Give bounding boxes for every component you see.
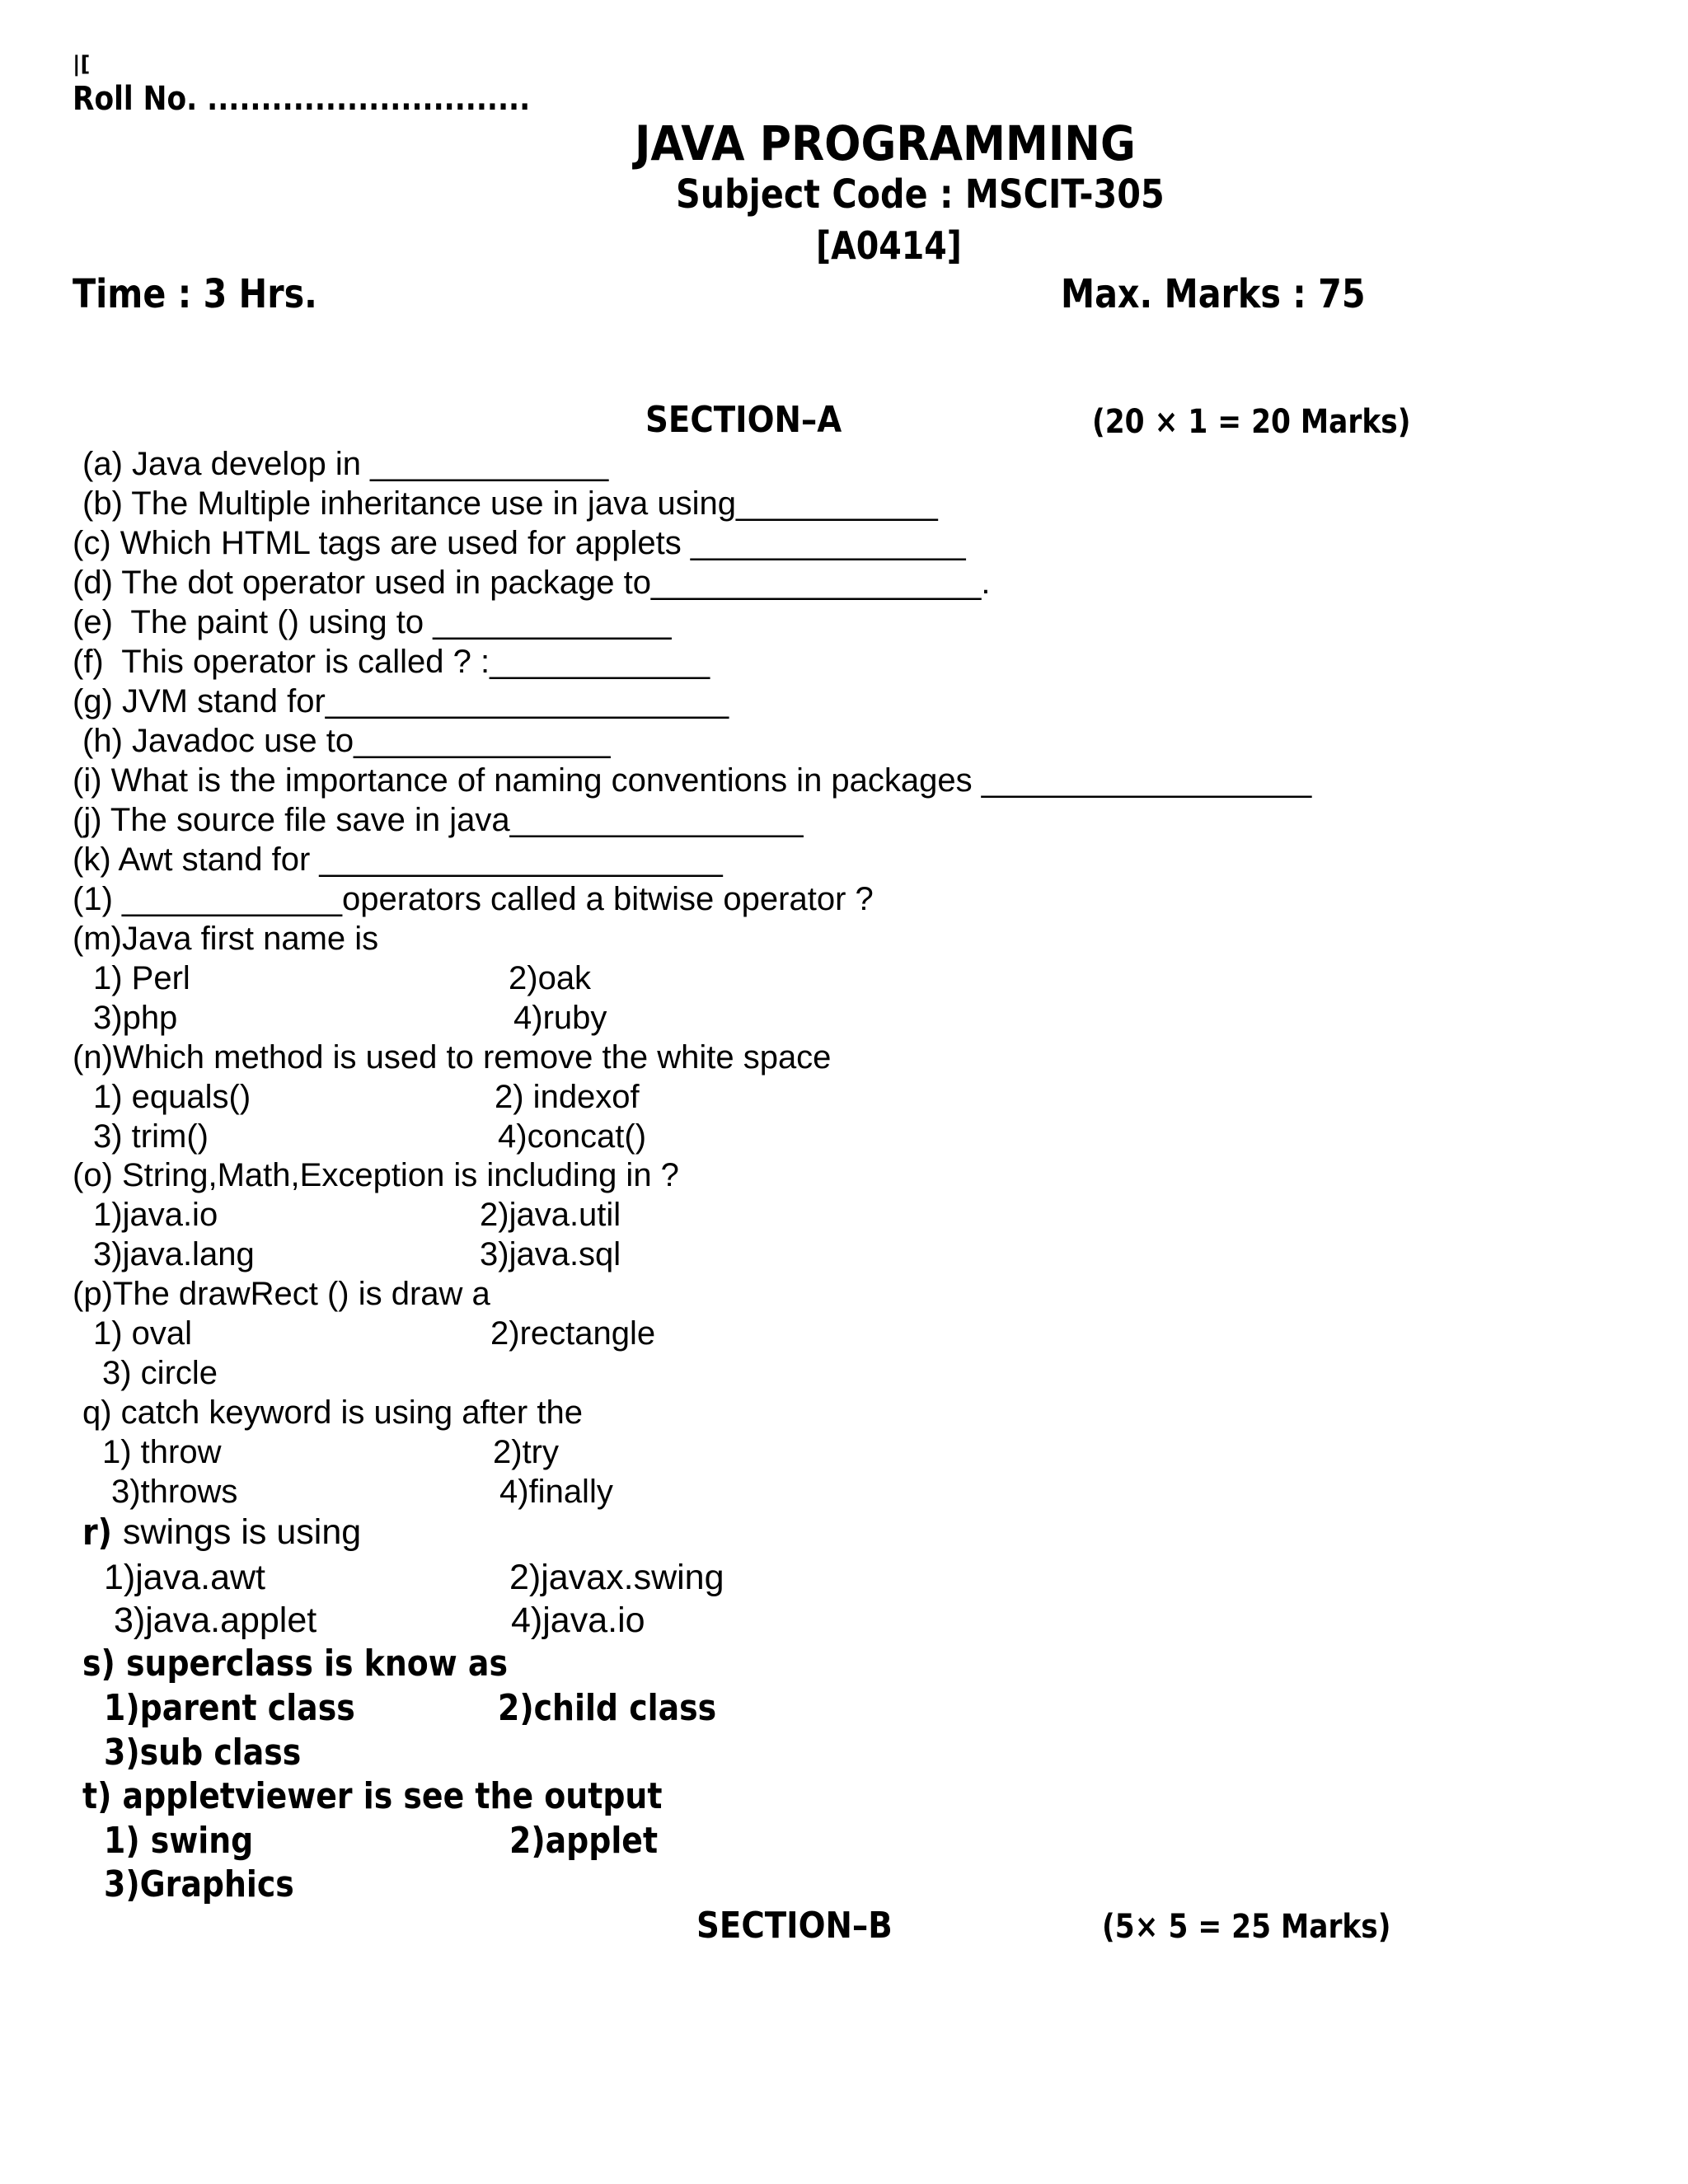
option-r4: 4)java.io [511, 1601, 645, 1640]
option-r3: 3)java.applet [114, 1601, 317, 1640]
question-s: s) superclass is know as [82, 1643, 508, 1685]
option-q1: 1) throw [102, 1434, 222, 1470]
page-title: JAVA PROGRAMMING [635, 115, 1136, 171]
option-r2: 2)javax.swing [509, 1558, 724, 1597]
question-j: (j) The source file save in java________________ [73, 802, 804, 838]
option-t1: 1) swing [104, 1820, 254, 1862]
option-n3: 3) trim() [93, 1118, 209, 1155]
option-s3: 3)sub class [104, 1732, 302, 1774]
question-a: (a) Java develop in _____________ [82, 446, 609, 482]
option-q3: 3)throws [111, 1474, 238, 1510]
question-k: (k) Awt stand for ______________________ [73, 841, 723, 878]
option-n2: 2) indexof [495, 1079, 640, 1115]
question-i: (i) What is the importance of naming conventions in packages __________________ [73, 762, 1312, 799]
section-b-title: SECTION–B [696, 1905, 893, 1947]
option-m1: 1) Perl [93, 960, 190, 996]
question-p: (p)The drawRect () is draw a [73, 1276, 490, 1312]
option-s2: 2)child class [498, 1687, 717, 1729]
question-l: (1) ____________operators called a bitwise operator ? [73, 881, 874, 917]
question-q: q) catch keyword is using after the [82, 1394, 583, 1431]
option-t2: 2)applet [509, 1820, 659, 1862]
section-a-title: SECTION–A [645, 399, 842, 441]
subject-code: Subject Code : MSCIT-305 [676, 171, 1165, 218]
question-e: (e) The paint () using to _____________ [73, 604, 672, 640]
option-s1: 1)parent class [104, 1687, 355, 1729]
option-o3: 3)java.lang [93, 1236, 255, 1272]
question-c: (c) Which HTML tags are used for applets _______________ [73, 525, 966, 561]
exam-time: Time : 3 Hrs. [73, 271, 317, 317]
question-h: (h) Javadoc use to______________ [82, 723, 611, 759]
roll-number-field: Roll No. .............................. [73, 80, 531, 118]
option-m2: 2)oak [509, 960, 592, 996]
option-t3: 3)Graphics [104, 1863, 294, 1905]
question-f: (f) This operator is called ? :____________ [73, 644, 710, 680]
paper-code: [A0414] [816, 223, 962, 268]
option-m4: 4)ruby [513, 1000, 607, 1036]
option-m3: 3)php [93, 1000, 178, 1036]
option-p3: 3) circle [102, 1355, 218, 1391]
option-p1: 1) oval [93, 1315, 193, 1352]
option-n4: 4)concat() [498, 1118, 647, 1155]
section-a-marks: (20 × 1 = 20 Marks) [1092, 403, 1411, 441]
question-r: swings is using [123, 1512, 362, 1552]
option-o4: 3)java.sql [480, 1236, 621, 1272]
corner-mark: |[ [73, 52, 91, 77]
option-o2: 2)java.util [480, 1197, 621, 1233]
section-b-marks: (5× 5 = 25 Marks) [1102, 1908, 1391, 1946]
question-n: (n)Which method is used to remove the white space [73, 1039, 832, 1076]
option-o1: 1)java.io [93, 1197, 218, 1233]
question-t: t) appletviewer is see the output [82, 1775, 663, 1817]
option-p2: 2)rectangle [490, 1315, 656, 1352]
question-r-label: r) [82, 1511, 112, 1554]
option-q2: 2)try [493, 1434, 559, 1470]
max-marks: Max. Marks : 75 [1061, 271, 1366, 317]
question-o: (o) String,Math,Exception is including in ? [73, 1157, 679, 1193]
question-g: (g) JVM stand for______________________ [73, 683, 729, 719]
question-d: (d) The dot operator used in package to__________________. [73, 565, 991, 601]
option-n1: 1) equals() [93, 1079, 251, 1115]
option-q4: 4)finally [499, 1474, 613, 1510]
question-b: (b) The Multiple inheritance use in java using___________ [82, 485, 938, 522]
question-m: (m)Java first name is [73, 921, 379, 957]
option-r1: 1)java.awt [104, 1558, 265, 1597]
